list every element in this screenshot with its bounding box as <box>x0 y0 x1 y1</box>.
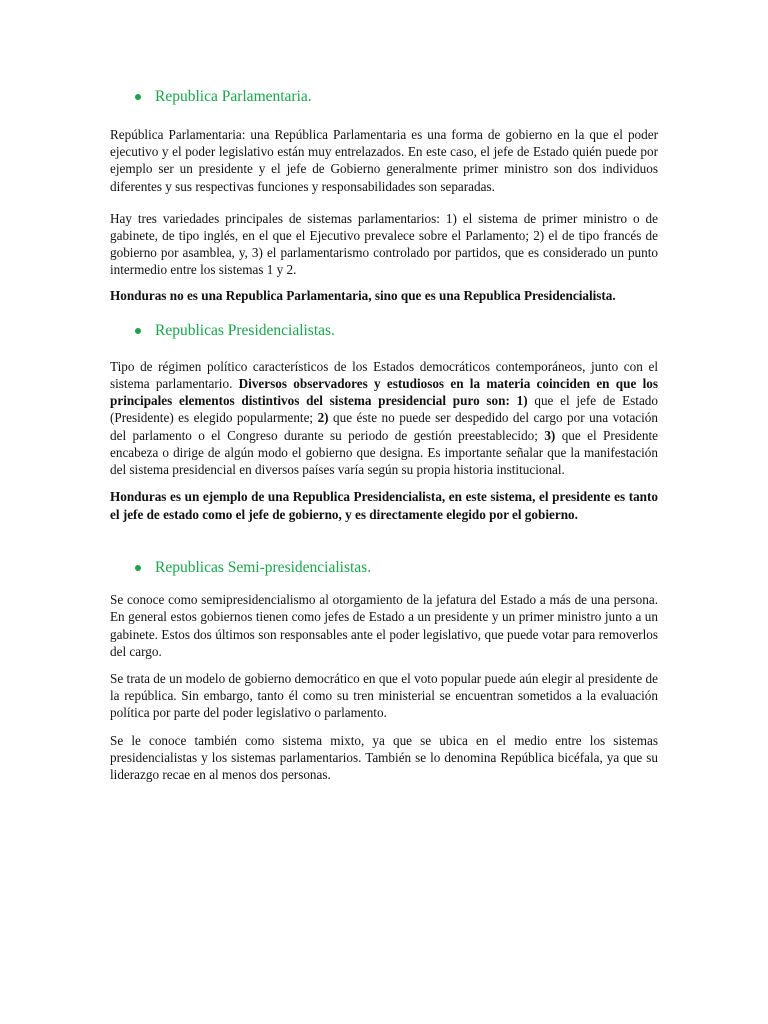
paragraph-bold: Honduras no es una Republica Parlamentaria, sino que es una Republica Presidencialista. <box>110 287 616 303</box>
bullet-icon <box>135 328 141 334</box>
paragraph: República Parlamentaria: una República Parlamentaria es una forma de gobierno en la que el poder ejecutivo y el poder legislativo están muy entrelazados. En este caso, el jefe de Estado quién puede por ejemplo ser un presidente y el jefe de Gobierno generalmente primer ministro son dos individuos diferentes y sus respectivas funciones y responsabilidades son separadas. <box>110 127 658 194</box>
text-run-bold: 3) <box>544 427 556 443</box>
section-heading-presidencialistas <box>110 320 658 342</box>
text-run: que éste no puede ser despedido del cargo por una votación del parlamento o el Congreso durante su periodo de gestión preestablecido; <box>110 410 658 443</box>
text-run: que el Presidente encabeza o dirige de algún modo el gobierno que designa. Es importante señalar que la manifestación del sistema presidencial en diversos países varía según su propia historia institucional. <box>110 427 658 478</box>
bullet-icon <box>135 94 141 100</box>
paragraph <box>110 358 658 478</box>
document-page <box>110 86 658 783</box>
section-heading-parlamentaria <box>110 86 658 108</box>
heading-text: Republica Parlamentaria. <box>155 88 312 105</box>
paragraph-bold: Honduras es un ejemplo de una Republica Presidencialista, en este sistema, el presidente es tanto el jefe de estado como el jefe de gobierno, y es directamente elegido por el gobierno. <box>110 489 658 523</box>
section-heading-semipresidencialistas <box>110 557 658 579</box>
paragraph: Hay tres variedades principales de sistemas parlamentarios: 1) el sistema de primer ministro o de gabinete, de tipo inglés, en el que el Ejecutivo prevalece sobre el Parlamento; 2) el de tipo francés de gobierno por asamblea, y, 3) el parlamentarismo controlado por partidos, que es considerado un punto intermedio entre los sistemas 1 y 2. <box>110 210 658 278</box>
text-run: que el jefe de Estado (Presidente) es elegido popularmente; <box>110 393 658 426</box>
heading-text: Republicas Semi-presidencialistas. <box>155 559 372 577</box>
bullet-icon <box>135 565 141 571</box>
text-run-bold: 2) <box>317 410 329 426</box>
paragraph: Se conoce como semipresidencialismo al otorgamiento de la jefatura del Estado a más de una persona. En general estos gobiernos tienen como jefes de Estado a un presidente y un primer ministro junto a un gabinete. Estos dos últimos son responsables ante el poder legislativo, que puede votar para removerlos del cargo. <box>110 592 658 659</box>
paragraph: Se le conoce también como sistema mixto, ya que se ubica en el medio entre los sistemas presidencialistas y los sistemas parlamentarios. También se lo denomina República bicéfala, ya que su liderazgo recae en al menos dos personas. <box>110 732 658 783</box>
heading-text: Republicas Presidencialistas. <box>155 321 335 339</box>
text-run: Tipo de régimen político característicos de los Estados democráticos contemporáneos, junto con el sistema parlamentario. <box>110 358 658 392</box>
text-run-bold: Diversos observadores y estudiosos en la materia coinciden en que los principales elementos distintivos del sistema presidencial puro son: 1) <box>110 376 658 409</box>
paragraph: Se trata de un modelo de gobierno democrático en que el voto popular puede aún elegir al presidente de la república. Sin embargo, tanto él como su tren ministerial se encuentran sometidos a la evaluación política por parte del poder legislativo o parlamento. <box>110 671 658 721</box>
